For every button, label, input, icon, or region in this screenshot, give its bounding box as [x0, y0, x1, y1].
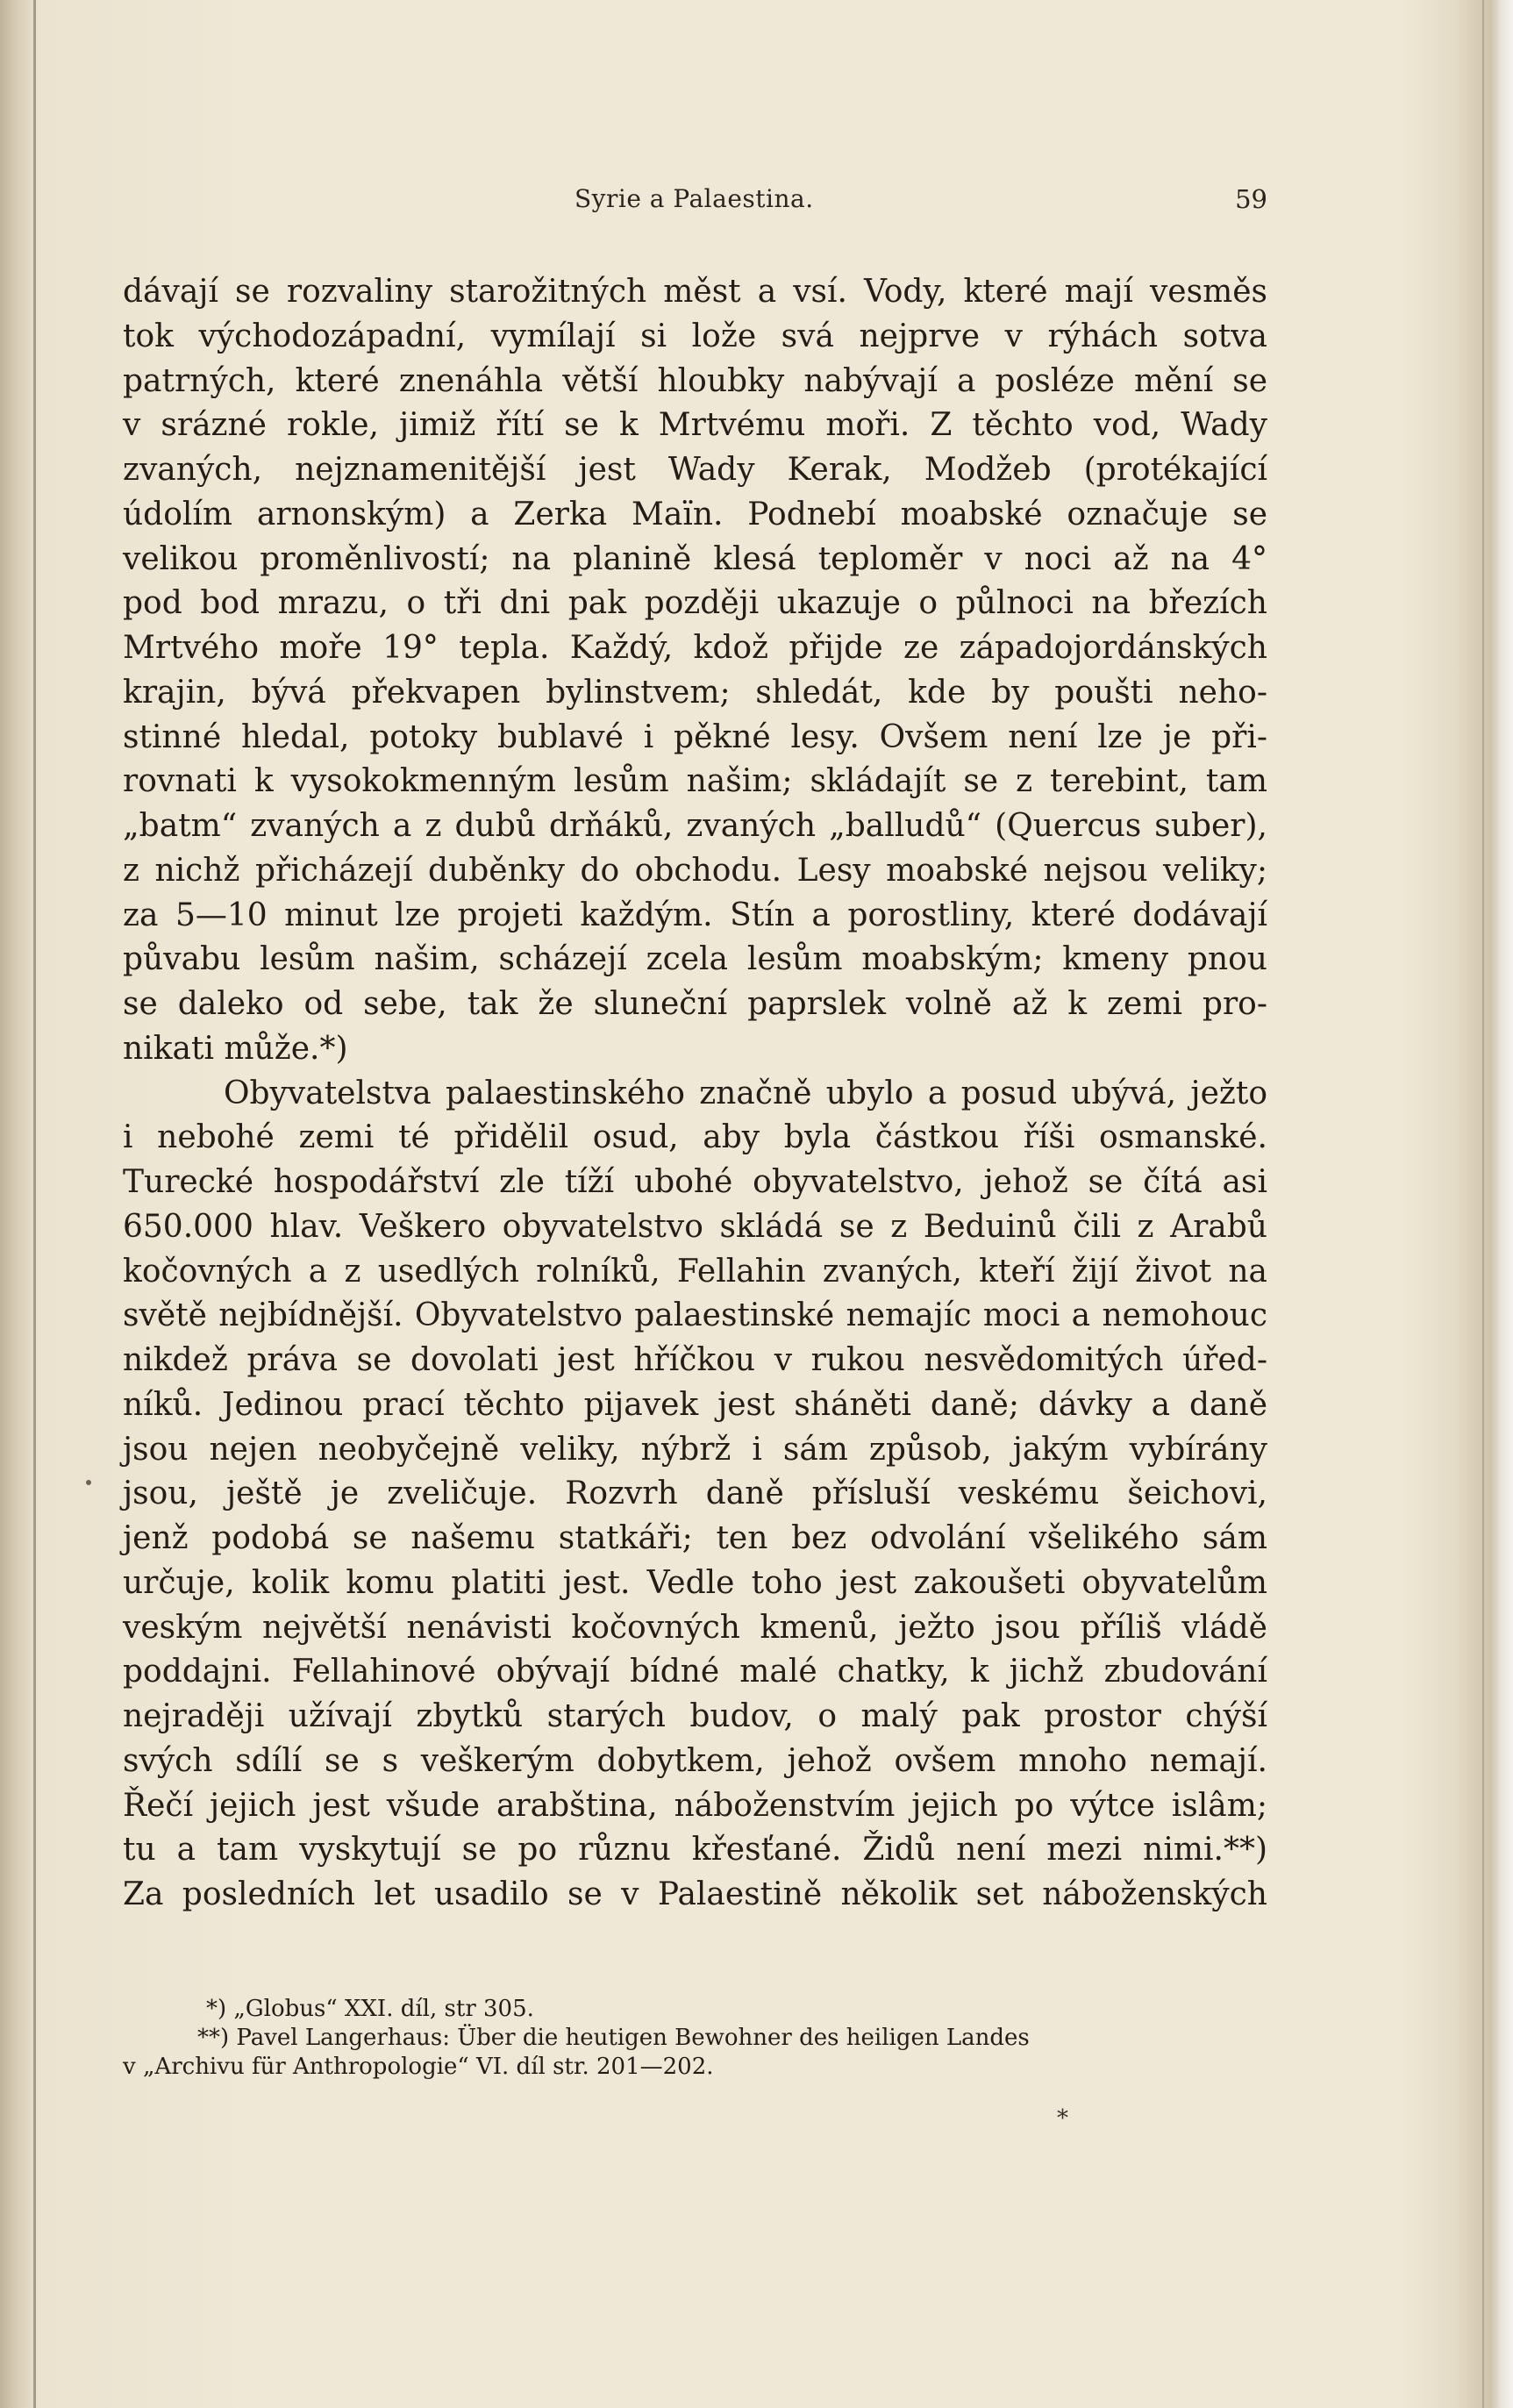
text-line: Mrtvého moře 19° tepla. Každý, kdož přijde ze západojordánských [123, 630, 1267, 666]
page-gutter-shadow [33, 0, 36, 2408]
text-line: tu a tam vyskytují se po různu křesťané. Židů není mezi nimi.**) [123, 1832, 1267, 1869]
text-line: Turecké hospodářství zle tíží ubohé obyvatelstvo, jehož se čítá asi [123, 1164, 1267, 1200]
footnote: **) Pavel Langerhaus: Über die heutigen Bewohner des heiligen Landes [197, 2025, 1030, 2051]
text-line: i nebohé zemi té přidělil osud, aby byla částkou říši osmanské. [123, 1119, 1267, 1156]
body-text [123, 270, 1267, 1918]
text-line: patrných, které znenáhla větší hloubky nabývají a posléze mění se [123, 362, 1267, 399]
text-line: níků. Jedinou prací těchto pijavek jest sháněti daně; dávky a daně [123, 1386, 1267, 1423]
text-line: jsou nejen neobyčejně veliky, nýbrž i sám způsob, jakým vybírány [123, 1431, 1267, 1468]
footnote: *) „Globus“ XXI. díl, str 305. [206, 1996, 534, 2022]
text-line: půvabu lesům našim, scházejí zcela lesům moabským; kmeny pnou [123, 941, 1267, 978]
text-line: „batm“ zvaných a z dubů drňáků, zvaných „balludů“ (Quercus suber), [123, 808, 1267, 844]
running-header [123, 184, 1267, 219]
page-number: 59 [1235, 184, 1267, 214]
text-line: z nichž přicházejí duběnky do obchodu. Lesy moabské nejsou veliky; [123, 852, 1267, 889]
text-line: dávají se rozvaliny starožitných měst a vsí. Vody, které mají vesměs [123, 274, 1267, 310]
page-edge [1482, 0, 1484, 2408]
text-line: veským největší nenávisti kočovných kmenů, ježto jsou příliš vládě [123, 1609, 1267, 1646]
paragraph-start-line: Obyvatelstva palaestinského značně ubylo a posud ubývá, ježto [224, 1075, 1267, 1111]
text-line: stinné hledal, potoky bublavé i pěkné lesy. Ovšem není lze je při- [123, 718, 1267, 755]
text-line: určuje, kolik komu platiti jest. Vedle toho jest zakoušeti obyvatelům [123, 1564, 1267, 1601]
text-line: kočovných a z usedlých rolníků, Fellahin zvaných, kteří žijí život na [123, 1253, 1267, 1290]
footnote-continuation: v „Archivu für Anthropologie“ VI. díl str. 201—202. [123, 2054, 714, 2080]
text-line: zvaných, nejznamenitější jest Wady Kerak, Modžeb (protékající [123, 452, 1267, 488]
text-line: poddajni. Fellahinové obývají bídné malé chatky, k jichž zbudování [123, 1654, 1267, 1690]
text-line: nikdež práva se dovolati jest hříčkou v rukou nesvědomitých úřed- [123, 1342, 1267, 1378]
signature-mark: * [1057, 2105, 1068, 2132]
text-line: jenž podobá se našemu statkáři; ten bez odvolání všelikého sám [123, 1520, 1267, 1556]
text-line: údolím arnonským) a Zerka Maïn. Podnebí moabské označuje se [123, 496, 1267, 532]
text-line: nikati může.*) [123, 1030, 348, 1067]
margin-speck [86, 1480, 91, 1485]
text-line: velikou proměnlivostí; na planině klesá teploměr v noci až na 4° [123, 540, 1267, 577]
text-line: za 5—10 minut lze projeti každým. Stín a porostliny, které dodávají [123, 897, 1267, 933]
text-line: rovnati k vysokokmenným lesům našim; skládajít se z terebint, tam [123, 763, 1267, 800]
text-line: pod bod mrazu, o tři dni pak později ukazuje o půlnoci na březích [123, 585, 1267, 622]
running-title: Syrie a Palaestina. [575, 184, 814, 213]
text-line: Za posledních let usadilo se v Palaestině několik set náboženských [123, 1876, 1267, 1912]
text-line: světě nejbídnější. Obyvatelstvo palaestinské nemajíc moci a nemohouc [123, 1297, 1267, 1334]
text-line: se daleko od sebe, tak že sluneční paprslek volně až k zemi pro- [123, 986, 1267, 1022]
text-line: tok východozápadní, vymílají si lože svá nejprve v rýhách sotva [123, 318, 1267, 354]
text-line: 650.000 hlav. Veškero obyvatelstvo skládá se z Beduinů čili z Arabů [123, 1208, 1267, 1245]
text-line: nejraději užívají zbytků starých budov, o malý pak prostor chýší [123, 1698, 1267, 1734]
text-line: krajin, bývá překvapen bylinstvem; shledát, kde by poušti neho- [123, 674, 1267, 711]
footnotes [123, 1995, 1267, 2082]
text-line: jsou, ještě je zveličuje. Rozvrh daně přísluší veskému šeichovi, [123, 1476, 1267, 1512]
text-line: Řečí jejich jest všude arabština, náboženstvím jejich po výtce islâm; [123, 1787, 1267, 1824]
text-line: svých sdílí se s veškerým dobytkem, jehož ovšem mnoho nemají. [123, 1742, 1267, 1779]
text-line: v srázné rokle, jimiž řítí se k Mrtvému moři. Z těchto vod, Wady [123, 407, 1267, 444]
